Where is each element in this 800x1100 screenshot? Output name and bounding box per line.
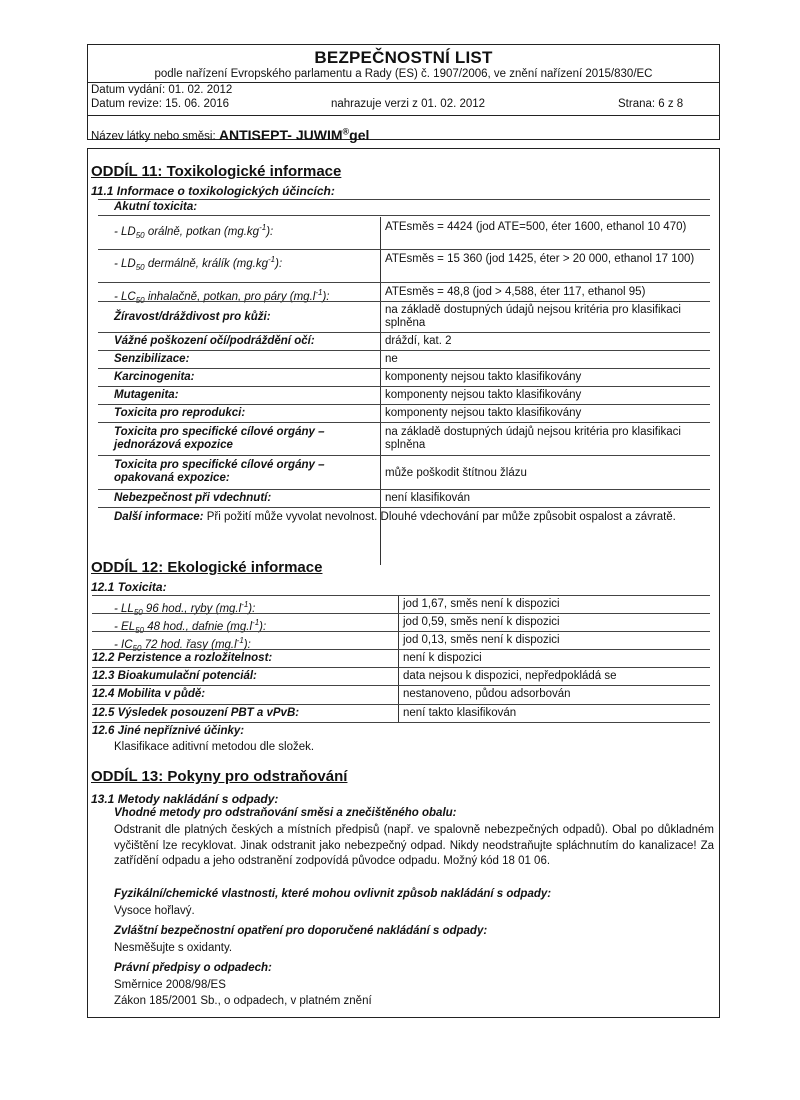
eye-damage-label: Vážné poškození očí/podráždění očí: xyxy=(114,335,315,347)
divider xyxy=(88,115,719,116)
section-12-title: ODDÍL 12: Ekologické informace xyxy=(91,559,323,576)
reproductive-toxicity-value: komponenty nejsou takto klasifikovány xyxy=(385,407,582,419)
sensitization-label: Senzibilizace: xyxy=(114,353,190,365)
eye-damage-value: dráždí, kat. 2 xyxy=(385,335,452,347)
soil-mobility-value: nestanoveno, půdou adsorbován xyxy=(403,688,571,700)
persistence-label: 12.2 Perzistence a rozložitelnost: xyxy=(92,652,273,664)
ll50-fish-value: jod 1,67, směs není k dispozici xyxy=(403,598,560,610)
reproductive-toxicity-label: Toxicita pro reprodukci: xyxy=(114,407,246,419)
persistence-value: není k dispozici xyxy=(403,652,482,664)
special-precautions-text: Nesměšujte s oxidanty. xyxy=(114,942,233,954)
ld50-dermal-label: - $LD_{50}$ dermálně, králík $(mg.kg^{-1})$: xyxy=(114,255,283,273)
disposal-methods-text: Odstranit dle platných českých a místních předpisů (např. ve spalovně nebezpečných odpadů). Obal po důkladném vyčištění lze recyklovat. Jinak odstranit jako nebezpečný odpad. Nikdy neodstraňujte spláchnutím do kanalizace! Za zatřídění odpadu a jeho odstranění zodpovídá původce odpadu. Možný kód 18 01 06. xyxy=(114,824,714,867)
physchem-properties-text: Vysoce hořlavý. xyxy=(114,905,195,917)
other-effects-label: 12.6 Jiné nepříznivé účinky: xyxy=(92,725,245,737)
soil-mobility-label: 12.4 Mobilita v půdě: xyxy=(92,688,206,700)
page-number: Strana: 6 z 8 xyxy=(618,98,684,110)
further-information: Další informace: Při požití může vyvolat nevolnost. Dlouhé vdechování par může způsobit ospalost a závratě. xyxy=(114,511,676,523)
stot-repeated-value: může poškodit štítnou žlázu xyxy=(385,467,527,479)
waste-directive: Směrnice 2008/98/ES xyxy=(114,979,226,991)
mutagenicity-label: Mutagenita: xyxy=(114,389,179,401)
other-effects-text: Klasifikace aditivní metodou dle složek. xyxy=(114,741,315,753)
stot-repeated-label: Toxicita pro specifické cílové orgány – opakovaná expozice: xyxy=(114,459,325,484)
replaces-version: nahrazuje verzi z 01. 02. 2012 xyxy=(331,98,486,110)
section-12-1-heading: 12.1 Toxicita: xyxy=(91,580,167,594)
waste-legislation-heading: Právní předpisy o odpadech: xyxy=(114,962,272,974)
waste-act: Zákon 185/2001 Sb., o odpadech, v platném znění xyxy=(114,995,372,1007)
section-11-1-heading: 11.1 Informace o toxikologických účincích: xyxy=(91,184,335,198)
further-information-label: Další informace: xyxy=(114,511,204,523)
ll50-fish-label: - $LL_{50}$ 96 hod., ryby $(mg.l^{-1})$: xyxy=(114,600,256,618)
product-name-label: Název látky nebo směsi: xyxy=(91,130,216,143)
bioaccumulation-value: data nejsou k dispozici, nepředpokládá se xyxy=(403,670,617,682)
disposal-methods-heading: Vhodné metody pro odstraňování směsi a znečištěného obalu: xyxy=(114,807,457,819)
el50-daphnia-label: - $EL_{50}$ 48 hod., dafnie $(mg.l^{-1})$: xyxy=(114,618,267,636)
ic50-algae-label: - $IC_{50}$ 72 hod. řasy $(mg.l^{-1})$: xyxy=(114,636,251,654)
ld50-oral-value: ATEsměs = 4424 (jod ATE=500, éter 1600, ethanol 10 470) xyxy=(385,221,687,233)
acute-toxicity-label: Akutní toxicita: xyxy=(114,201,198,213)
skin-corrosion-label: Žíravost/dráždivost pro kůži: xyxy=(114,311,271,323)
physchem-properties-heading: Fyzikální/chemické vlastnosti, které mohou ovlivnit způsob nakládání s odpady: xyxy=(114,888,552,900)
section-11-title: ODDÍL 11: Toxikologické informace xyxy=(91,163,342,180)
lc50-inhalation-value: ATEsměs = 48,8 (jod > 4,588, éter 117, ethanol 95) xyxy=(385,286,646,298)
carcinogenicity-value: komponenty nejsou takto klasifikovány xyxy=(385,371,582,383)
revision-date: Datum revize: 15. 06. 2016 xyxy=(91,98,230,110)
pbt-assessment-label: 12.5 Výsledek posouzení PBT a vPvB: xyxy=(92,707,300,719)
section-13-1-heading: 13.1 Metody nakládání s odpady: xyxy=(91,792,279,806)
content-box xyxy=(87,148,720,1018)
ic50-algae-value: jod 0,13, směs není k dispozici xyxy=(403,634,560,646)
issue-date: Datum vydání: 01. 02. 2012 xyxy=(91,84,233,96)
special-precautions-heading: Zvláštní bezpečnostní opatření pro doporučené nakládání s odpady: xyxy=(114,925,488,937)
product-name: ANTISEPT- JUWIM®gel xyxy=(218,126,370,143)
aspiration-hazard-value: není klasifikován xyxy=(385,492,471,504)
carcinogenicity-label: Karcinogenita: xyxy=(114,371,195,383)
sensitization-value: ne xyxy=(385,353,398,365)
document-title: BEZPEČNOSTNÍ LIST xyxy=(314,48,493,67)
mutagenicity-value: komponenty nejsou takto klasifikovány xyxy=(385,389,582,401)
stot-single-value: na základě dostupných údajů nejsou kritéria pro klasifikaci splněna xyxy=(385,426,681,451)
skin-corrosion-value: na základě dostupných údajů nejsou kritéria pro klasifikaci splněna xyxy=(385,304,681,329)
header-box xyxy=(87,44,720,143)
ld50-oral-label: - $LD_{50}$ orálně, potkan $(mg.kg^{-1})$: xyxy=(114,223,274,241)
lc50-inhalation-label: - $LC_{50}$ inhalačně, potkan, pro páry $(mg.l^{-1})$: xyxy=(114,288,330,306)
el50-daphnia-value: jod 0,59, směs není k dispozici xyxy=(403,616,560,628)
product-name-row xyxy=(91,126,369,143)
stot-single-label: Toxicita pro specifické cílové orgány – jednorázová expozice xyxy=(114,426,325,451)
pbt-assessment-value: není takto klasifikován xyxy=(403,707,517,719)
aspiration-hazard-label: Nebezpečnost při vdechnutí: xyxy=(114,492,272,504)
divider xyxy=(88,82,719,83)
bioaccumulation-label: 12.3 Bioakumulační potenciál: xyxy=(92,670,257,682)
section-13-title: ODDÍL 13: Pokyny pro odstraňování xyxy=(91,768,348,785)
regulation-subtitle: podle nařízení Evropského parlamentu a Rady (ES) č. 1907/2006, ve znění nařízení 2015/830/EC xyxy=(154,68,653,80)
ld50-dermal-value: ATEsměs = 15 360 (jod 1425, éter > 20 000, ethanol 17 100) xyxy=(385,253,695,265)
